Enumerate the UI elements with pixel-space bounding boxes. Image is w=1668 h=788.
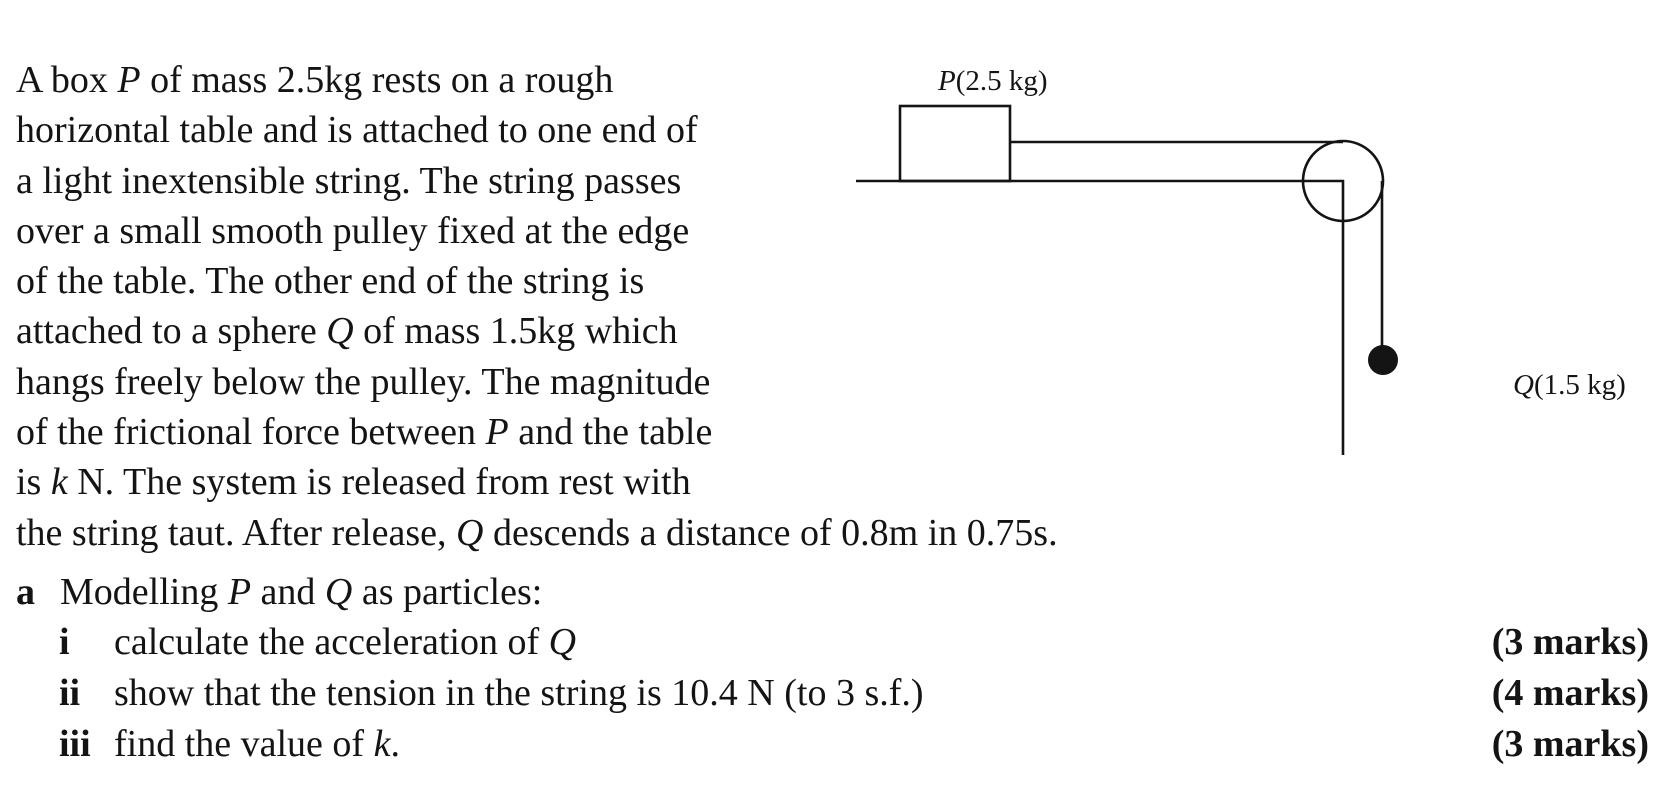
pulley-diagram <box>900 55 1660 505</box>
sphere-q <box>1368 345 1398 375</box>
box-p-label: P(2.5 kg) <box>938 65 1048 97</box>
sphere-q-label: Q(1.5 kg) <box>1513 369 1626 401</box>
question-line: hangs freely below the pulley. The magnitude <box>16 360 711 403</box>
question-line: the string taut. After release, Q descends a distance of 0.8m in 0.75s. <box>16 511 1058 554</box>
question-line: attached to a sphere Q of mass 1.5kg which <box>16 310 678 353</box>
sub-question-number: i <box>59 621 70 663</box>
sub-question-i: i calculate the acceleration of Q (3 marks) <box>59 621 1649 663</box>
marks-label: (4 marks) <box>1491 672 1649 714</box>
question-line: of the table. The other end of the string is <box>16 260 645 303</box>
sub-question-ii: ii show that the tension in the string is 10.4 N (to 3 s.f.) (4 marks) <box>59 672 1649 714</box>
question-line: is k N. The system is released from rest with <box>16 461 691 504</box>
question-line: a light inextensible string. The string passes <box>16 159 682 202</box>
marks-label: (3 marks) <box>1491 723 1649 765</box>
pulley-diagram-svg <box>900 55 1660 505</box>
part-a-intro: a Modelling P and Q as particles: <box>16 571 543 613</box>
marks-label: (3 marks) <box>1491 621 1649 663</box>
part-letter: a <box>16 571 35 613</box>
question-line: horizontal table and is attached to one end of <box>16 109 698 152</box>
sub-question-number: iii <box>59 723 91 765</box>
box-p <box>900 106 1010 181</box>
question-line: of the frictional force between P and the table <box>16 411 713 454</box>
sub-question-iii: iii find the value of k. (3 marks) <box>59 723 1649 765</box>
question-line: over a small smooth pulley fixed at the edge <box>16 209 690 252</box>
question-line: A box P of mass 2.5kg rests on a rough <box>16 59 614 101</box>
sub-question-number: ii <box>59 672 81 714</box>
